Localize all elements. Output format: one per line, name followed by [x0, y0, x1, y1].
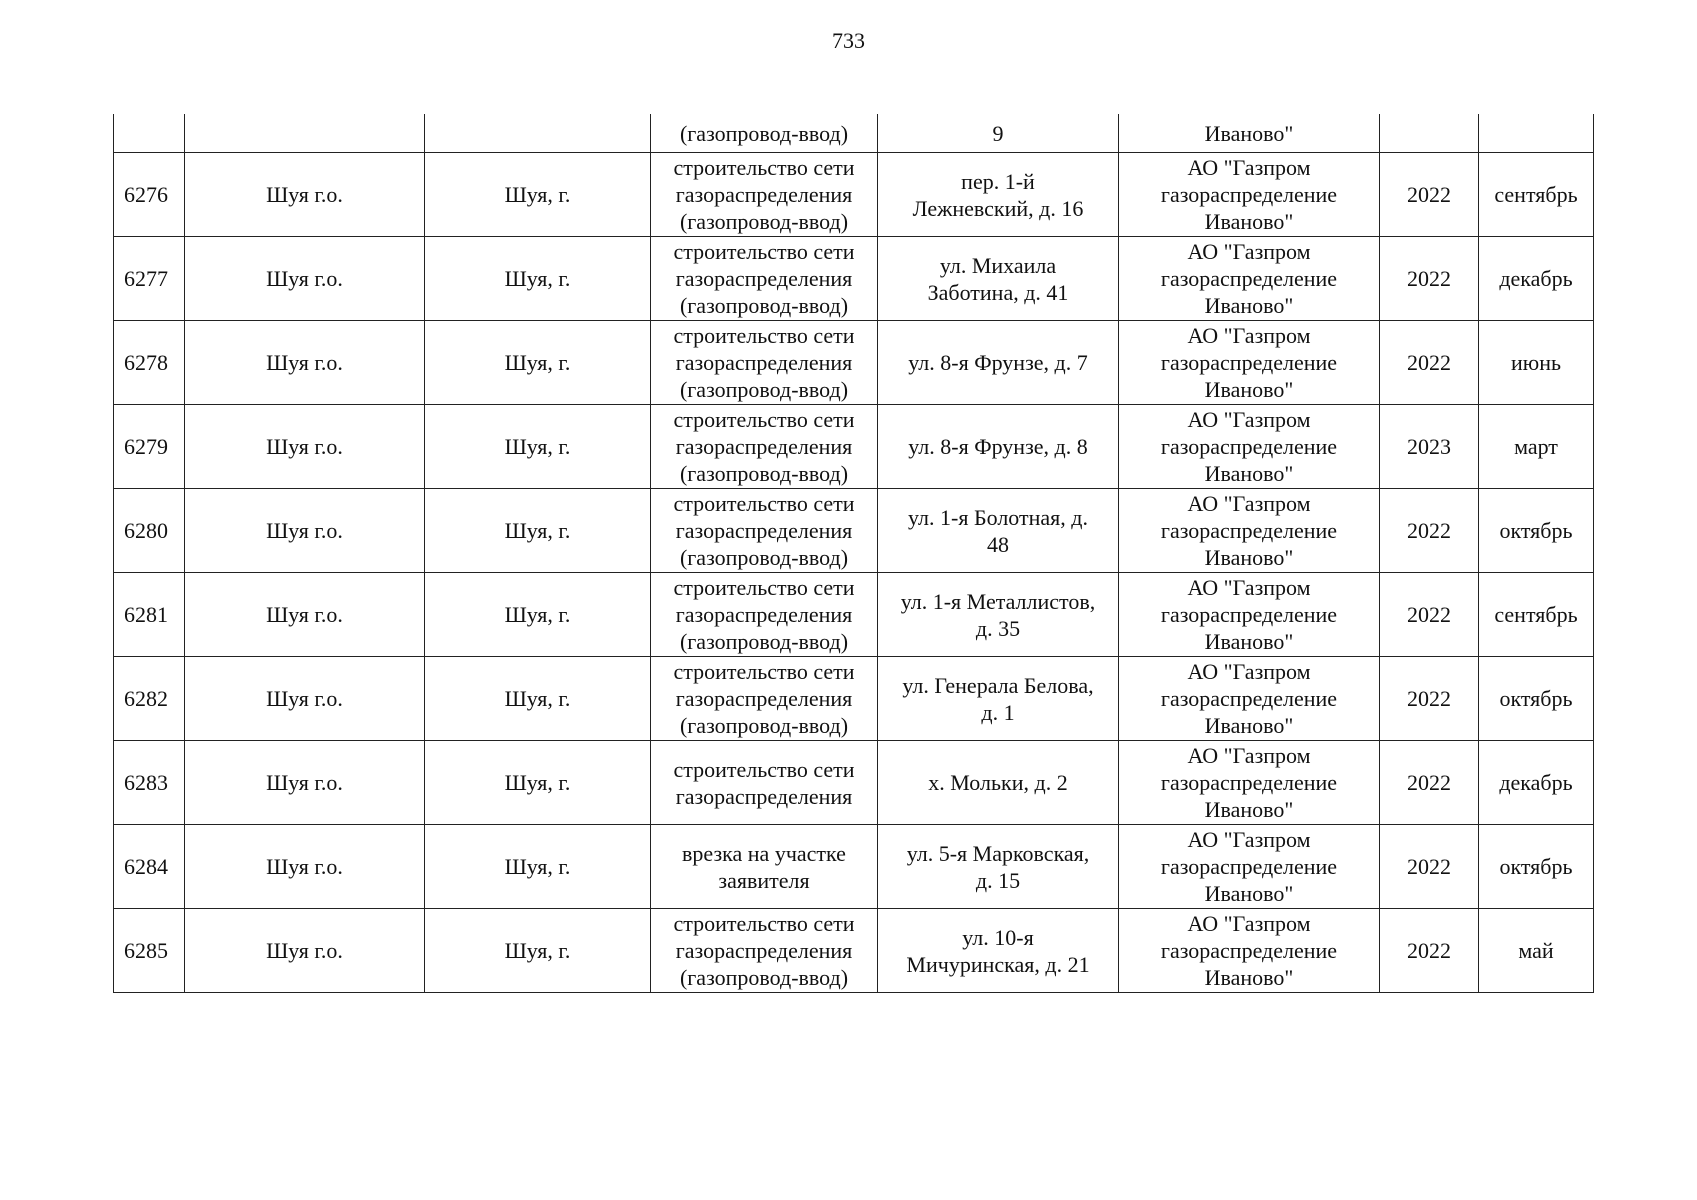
cell-organization: АО "Газпром газораспределение Иваново"	[1119, 657, 1380, 741]
cell-year: 2022	[1380, 237, 1479, 321]
cell-work-type: строительство сети газораспределения (газопровод-ввод)	[651, 237, 878, 321]
cell-month: октябрь	[1479, 825, 1594, 909]
cell-address: ул. Генерала Белова, д. 1	[878, 657, 1119, 741]
table-row	[114, 153, 1594, 237]
cell-num: 6284	[114, 825, 185, 909]
page-number: 733	[832, 28, 865, 53]
cell-work-type: строительство сети газораспределения (газопровод-ввод)	[651, 405, 878, 489]
gas-connection-table	[113, 114, 1594, 993]
cell-organization: АО "Газпром газораспределение Иваново"	[1119, 573, 1380, 657]
cell-work-type: строительство сети газораспределения (газопровод-ввод)	[651, 489, 878, 573]
cell-municipality: Шуя г.о.	[185, 657, 425, 741]
table-row	[114, 741, 1594, 825]
cell-num: 6283	[114, 741, 185, 825]
cell-settlement	[425, 114, 651, 153]
cell-address: ул. 8-я Фрунзе, д. 7	[878, 321, 1119, 405]
cell-address: 9	[878, 114, 1119, 153]
cell-organization: АО "Газпром газораспределение Иваново"	[1119, 741, 1380, 825]
cell-month	[1479, 114, 1594, 153]
table-row	[114, 909, 1594, 993]
cell-month: октябрь	[1479, 657, 1594, 741]
cell-work-type: строительство сети газораспределения (газопровод-ввод)	[651, 321, 878, 405]
cell-month: июнь	[1479, 321, 1594, 405]
cell-num: 6281	[114, 573, 185, 657]
cell-year: 2022	[1380, 153, 1479, 237]
table-row	[114, 825, 1594, 909]
cell-month: сентябрь	[1479, 153, 1594, 237]
cell-municipality: Шуя г.о.	[185, 405, 425, 489]
cell-num: 6278	[114, 321, 185, 405]
cell-organization: АО "Газпром газораспределение Иваново"	[1119, 237, 1380, 321]
cell-municipality: Шуя г.о.	[185, 573, 425, 657]
table-row	[114, 573, 1594, 657]
cell-settlement: Шуя, г.	[425, 153, 651, 237]
table-row	[114, 657, 1594, 741]
continuation-row	[114, 114, 1594, 153]
cell-num: 6280	[114, 489, 185, 573]
cell-settlement: Шуя, г.	[425, 741, 651, 825]
cell-settlement: Шуя, г.	[425, 489, 651, 573]
cell-settlement: Шуя, г.	[425, 405, 651, 489]
cell-year	[1380, 114, 1479, 153]
cell-num	[114, 114, 185, 153]
cell-settlement: Шуя, г.	[425, 237, 651, 321]
cell-num: 6276	[114, 153, 185, 237]
cell-year: 2022	[1380, 825, 1479, 909]
cell-organization: Иваново"	[1119, 114, 1380, 153]
cell-month: март	[1479, 405, 1594, 489]
cell-address: ул. 10-я Мичуринская, д. 21	[878, 909, 1119, 993]
cell-municipality: Шуя г.о.	[185, 741, 425, 825]
cell-municipality: Шуя г.о.	[185, 489, 425, 573]
table-row	[114, 237, 1594, 321]
cell-year: 2022	[1380, 321, 1479, 405]
cell-settlement: Шуя, г.	[425, 825, 651, 909]
cell-address: ул. 5-я Марковская, д. 15	[878, 825, 1119, 909]
table-body	[114, 114, 1594, 993]
cell-organization: АО "Газпром газораспределение Иваново"	[1119, 405, 1380, 489]
cell-num: 6277	[114, 237, 185, 321]
cell-settlement: Шуя, г.	[425, 573, 651, 657]
cell-year: 2022	[1380, 573, 1479, 657]
cell-work-type: (газопровод-ввод)	[651, 114, 878, 153]
table-row	[114, 489, 1594, 573]
cell-year: 2023	[1380, 405, 1479, 489]
cell-num: 6285	[114, 909, 185, 993]
cell-num: 6282	[114, 657, 185, 741]
cell-organization: АО "Газпром газораспределение Иваново"	[1119, 909, 1380, 993]
cell-month: декабрь	[1479, 741, 1594, 825]
cell-work-type: строительство сети газораспределения (газопровод-ввод)	[651, 153, 878, 237]
cell-municipality: Шуя г.о.	[185, 237, 425, 321]
cell-year: 2022	[1380, 741, 1479, 825]
table-row	[114, 321, 1594, 405]
cell-year: 2022	[1380, 909, 1479, 993]
cell-municipality: Шуя г.о.	[185, 153, 425, 237]
cell-address: ул. Михаила Заботина, д. 41	[878, 237, 1119, 321]
cell-organization: АО "Газпром газораспределение Иваново"	[1119, 153, 1380, 237]
cell-municipality: Шуя г.о.	[185, 825, 425, 909]
cell-settlement: Шуя, г.	[425, 321, 651, 405]
cell-organization: АО "Газпром газораспределение Иваново"	[1119, 825, 1380, 909]
cell-address: х. Мольки, д. 2	[878, 741, 1119, 825]
cell-month: декабрь	[1479, 237, 1594, 321]
cell-address: пер. 1-й Лежневский, д. 16	[878, 153, 1119, 237]
cell-municipality: Шуя г.о.	[185, 321, 425, 405]
cell-address: ул. 8-я Фрунзе, д. 8	[878, 405, 1119, 489]
cell-year: 2022	[1380, 489, 1479, 573]
cell-address: ул. 1-я Болотная, д. 48	[878, 489, 1119, 573]
cell-work-type: строительство сети газораспределения (газопровод-ввод)	[651, 573, 878, 657]
cell-address: ул. 1-я Металлистов, д. 35	[878, 573, 1119, 657]
cell-organization: АО "Газпром газораспределение Иваново"	[1119, 489, 1380, 573]
cell-num: 6279	[114, 405, 185, 489]
cell-year: 2022	[1380, 657, 1479, 741]
cell-work-type: строительство сети газораспределения	[651, 741, 878, 825]
cell-month: май	[1479, 909, 1594, 993]
cell-municipality: Шуя г.о.	[185, 909, 425, 993]
cell-settlement: Шуя, г.	[425, 657, 651, 741]
cell-work-type: строительство сети газораспределения (газопровод-ввод)	[651, 909, 878, 993]
cell-month: октябрь	[1479, 489, 1594, 573]
cell-municipality	[185, 114, 425, 153]
cell-month: сентябрь	[1479, 573, 1594, 657]
cell-settlement: Шуя, г.	[425, 909, 651, 993]
cell-work-type: строительство сети газораспределения (газопровод-ввод)	[651, 657, 878, 741]
cell-organization: АО "Газпром газораспределение Иваново"	[1119, 321, 1380, 405]
table-row	[114, 405, 1594, 489]
cell-work-type: врезка на участке заявителя	[651, 825, 878, 909]
